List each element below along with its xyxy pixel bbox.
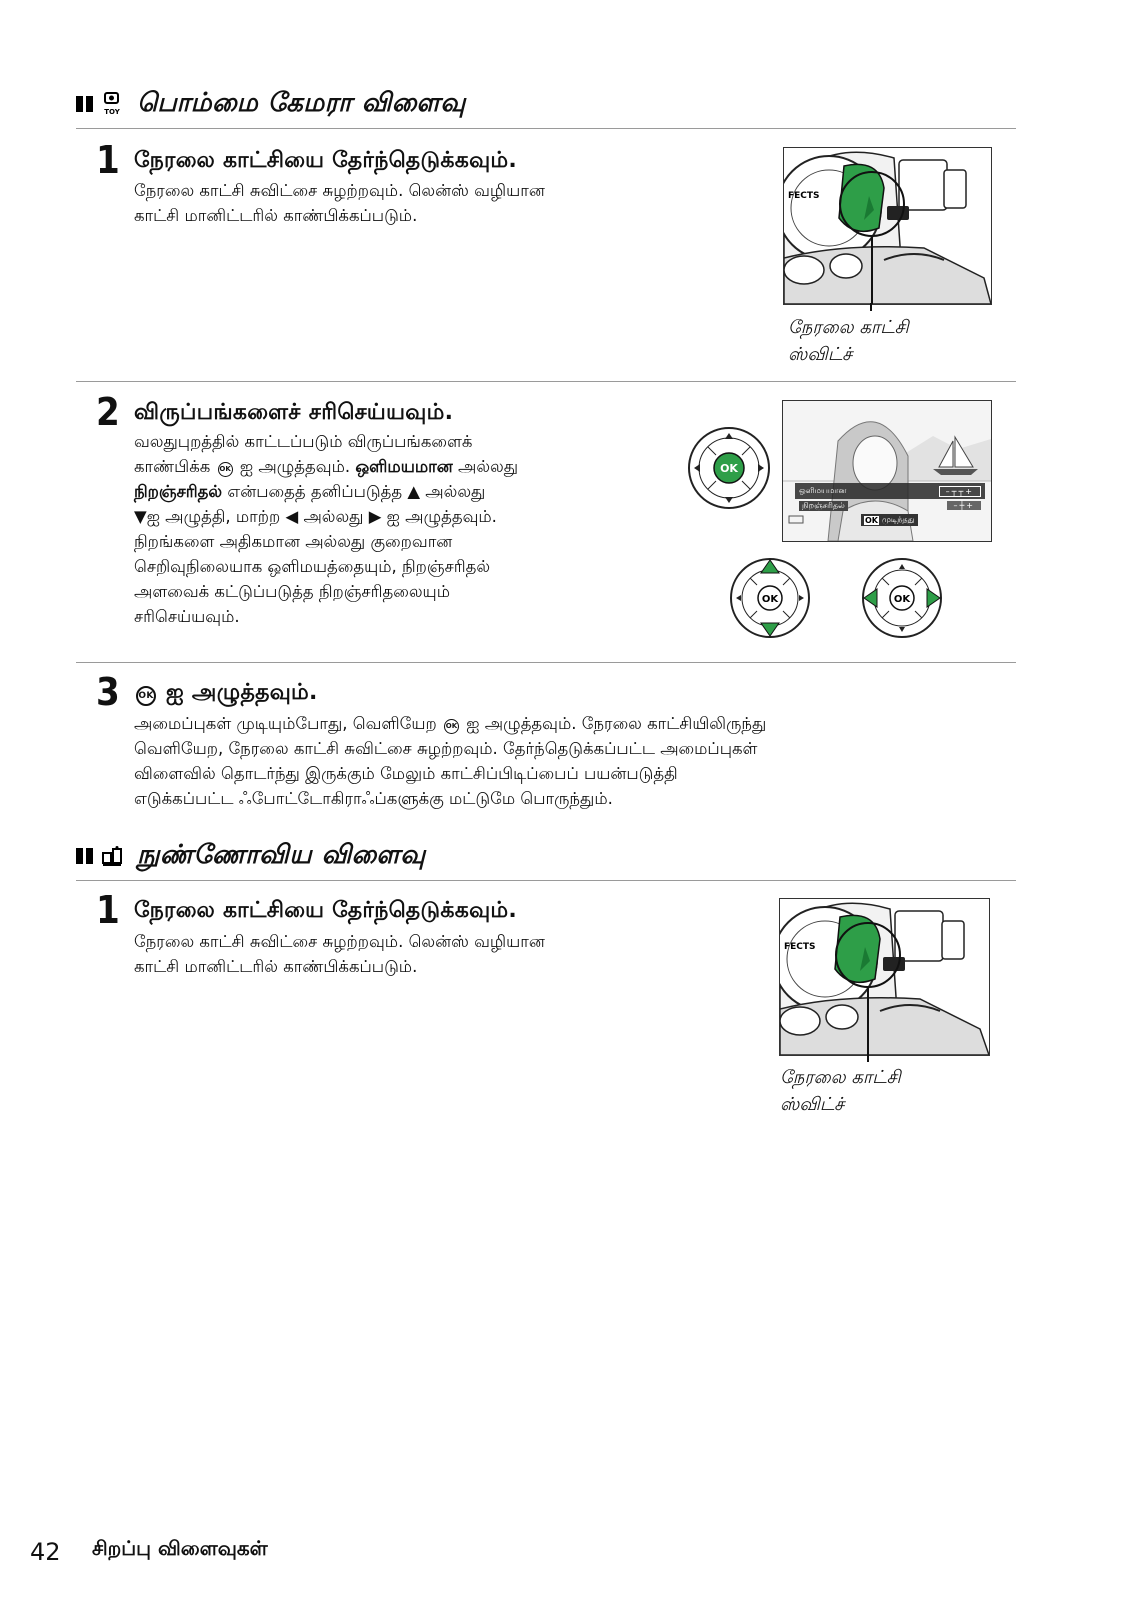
- callout-caption: [788, 314, 909, 368]
- section-marker: [76, 848, 93, 864]
- body-line: செறிவுநிலையாக ஒளிமயத்தையும், நிறஞ்சரிதல்: [134, 557, 491, 576]
- body-line: அமைப்புகள் முடியும்போது, வெளியேற OK ஐ அழுத்தவும். நேரலை காட்சியிலிருந்து: [134, 714, 767, 733]
- callout-caption: [780, 1064, 901, 1118]
- section-title: நுண்ணோவிய விளைவு: [137, 839, 426, 870]
- multi-selector-left-right: [860, 556, 944, 640]
- section-heading-miniature: [76, 834, 426, 878]
- step-title: நேரலை காட்சியை தேர்ந்தெடுக்கவும்.: [134, 898, 518, 923]
- multi-selector-ok-highlight: [686, 425, 772, 511]
- body-line: காண்பிக்க OK ஐ அழுத்தவும். ஒளிமயமான அல்லது: [134, 457, 519, 476]
- body-line: நேரலை காட்சி சுவிட்சை சுழற்றவும். லென்ஸ் வழியான: [134, 181, 545, 200]
- section-divider: [76, 128, 1016, 129]
- caption-line: நேரலை காட்சி: [788, 317, 909, 338]
- ok-label: OK: [720, 462, 738, 475]
- section-title: பொம்மை கேமரா விளைவு: [137, 87, 466, 118]
- step-title: விருப்பங்களைச் சரிசெய்யவும்.: [134, 400, 454, 425]
- body-line: சரிசெய்யவும்.: [134, 607, 240, 626]
- saturation-row: [795, 499, 985, 512]
- step-number: 1: [96, 138, 120, 182]
- body-line: காட்சி மானிட்டரில் காண்பிக்கப்படும்.: [134, 957, 418, 976]
- body-line: எடுக்கப்பட்ட ஃபோட்டோகிராஃப்களுக்கு மட்டுமே பொருந்தும்.: [134, 789, 613, 808]
- brightness-label: ஒளிமயமான: [799, 486, 847, 495]
- ok-hint-icon: OK: [865, 515, 878, 525]
- caption-line: ஸ்விட்ச்: [788, 344, 853, 365]
- section-marker: [76, 96, 93, 112]
- ok-label: OK: [761, 594, 779, 605]
- body-line: அளவைக் கட்டுப்படுத்த நிறஞ்சரிதலையும்: [134, 582, 450, 601]
- multi-selector-up-down: [728, 556, 812, 640]
- body-line: நிறஞ்சரிதல் என்பதைத் தனிப்படுத்த ▲ அல்லது: [134, 482, 486, 501]
- body-line: வெளியேற, நேரலை காட்சி சுவிட்சை சுழற்றவும். தேர்ந்தெடுக்கப்பட்ட அமைப்புகள்: [134, 739, 758, 758]
- done-label: முடிந்தது: [882, 515, 915, 524]
- ok-label: OK: [893, 594, 911, 605]
- callout-line: [870, 303, 872, 311]
- miniature-effect-icon: [101, 843, 123, 869]
- step-divider: [76, 662, 1016, 663]
- camera-dial-illustration: [783, 147, 992, 305]
- section-divider: [76, 880, 1016, 881]
- callout-line: [867, 1054, 869, 1062]
- step-body: [134, 178, 545, 228]
- camera-dial-drawing: [784, 148, 991, 304]
- caption-line: ஸ்விட்ச்: [780, 1094, 845, 1115]
- body-line: விளைவில் தொடர்ந்து இருக்கும் மேலும் காட்சிப்பிடிப்பைப் பயன்படுத்தி: [134, 764, 678, 783]
- camera-dial-drawing: [780, 899, 989, 1055]
- ok-button-icon: OK: [136, 686, 156, 706]
- step-number: 2: [96, 390, 120, 434]
- toy-camera-icon: [101, 91, 123, 117]
- step-title: OK ஐ அழுத்தவும்.: [134, 680, 318, 708]
- body-line: நேரலை காட்சி சுவிட்சை சுழற்றவும். லென்ஸ் வழியான: [134, 932, 545, 951]
- chapter-title: சிறப்பு விளைவுகள்: [92, 1536, 268, 1560]
- step-title: நேரலை காட்சியை தேர்ந்தெடுக்கவும்.: [134, 148, 518, 173]
- brightness-slider: –┬┬+: [939, 486, 981, 497]
- svg-text:TOY: TOY: [104, 108, 120, 116]
- body-line: வலதுபுறத்தில் காட்டப்படும் விருப்பங்களைக்: [134, 432, 473, 451]
- body-line: நிறங்களை அதிகமான அல்லது குறைவான: [134, 532, 453, 551]
- step-number: 1: [96, 888, 120, 932]
- saturation-slider: –┼+: [947, 501, 981, 510]
- ok-button-icon: OK: [444, 719, 459, 734]
- step-number: 3: [96, 670, 120, 714]
- step-body: [134, 429, 518, 629]
- caption-line: நேரலை காட்சி: [780, 1067, 901, 1088]
- saturation-label: நிறஞ்சரிதல்: [799, 501, 848, 511]
- body-line: காட்சி மானிட்டரில் காண்பிக்கப்படும்.: [134, 206, 418, 225]
- step-divider: [76, 381, 1016, 382]
- dial-mode-label: FECTS: [788, 191, 820, 201]
- ok-done-hint: [861, 514, 918, 526]
- page-number: 42: [30, 1538, 61, 1566]
- body-line: ▼ஐ அழுத்தி, மாற்ற ◀ அல்லது ▶ ஐ அழுத்தவும்.: [134, 507, 497, 526]
- section-heading-toy-camera: [76, 82, 466, 126]
- brightness-row: [795, 483, 985, 499]
- step-body: [134, 929, 545, 979]
- camera-dial-illustration: [779, 898, 990, 1056]
- dial-mode-label: FECTS: [784, 942, 816, 952]
- camera-monitor-screen: [782, 400, 992, 542]
- step-body: [134, 711, 766, 811]
- ok-button-icon: OK: [218, 462, 233, 477]
